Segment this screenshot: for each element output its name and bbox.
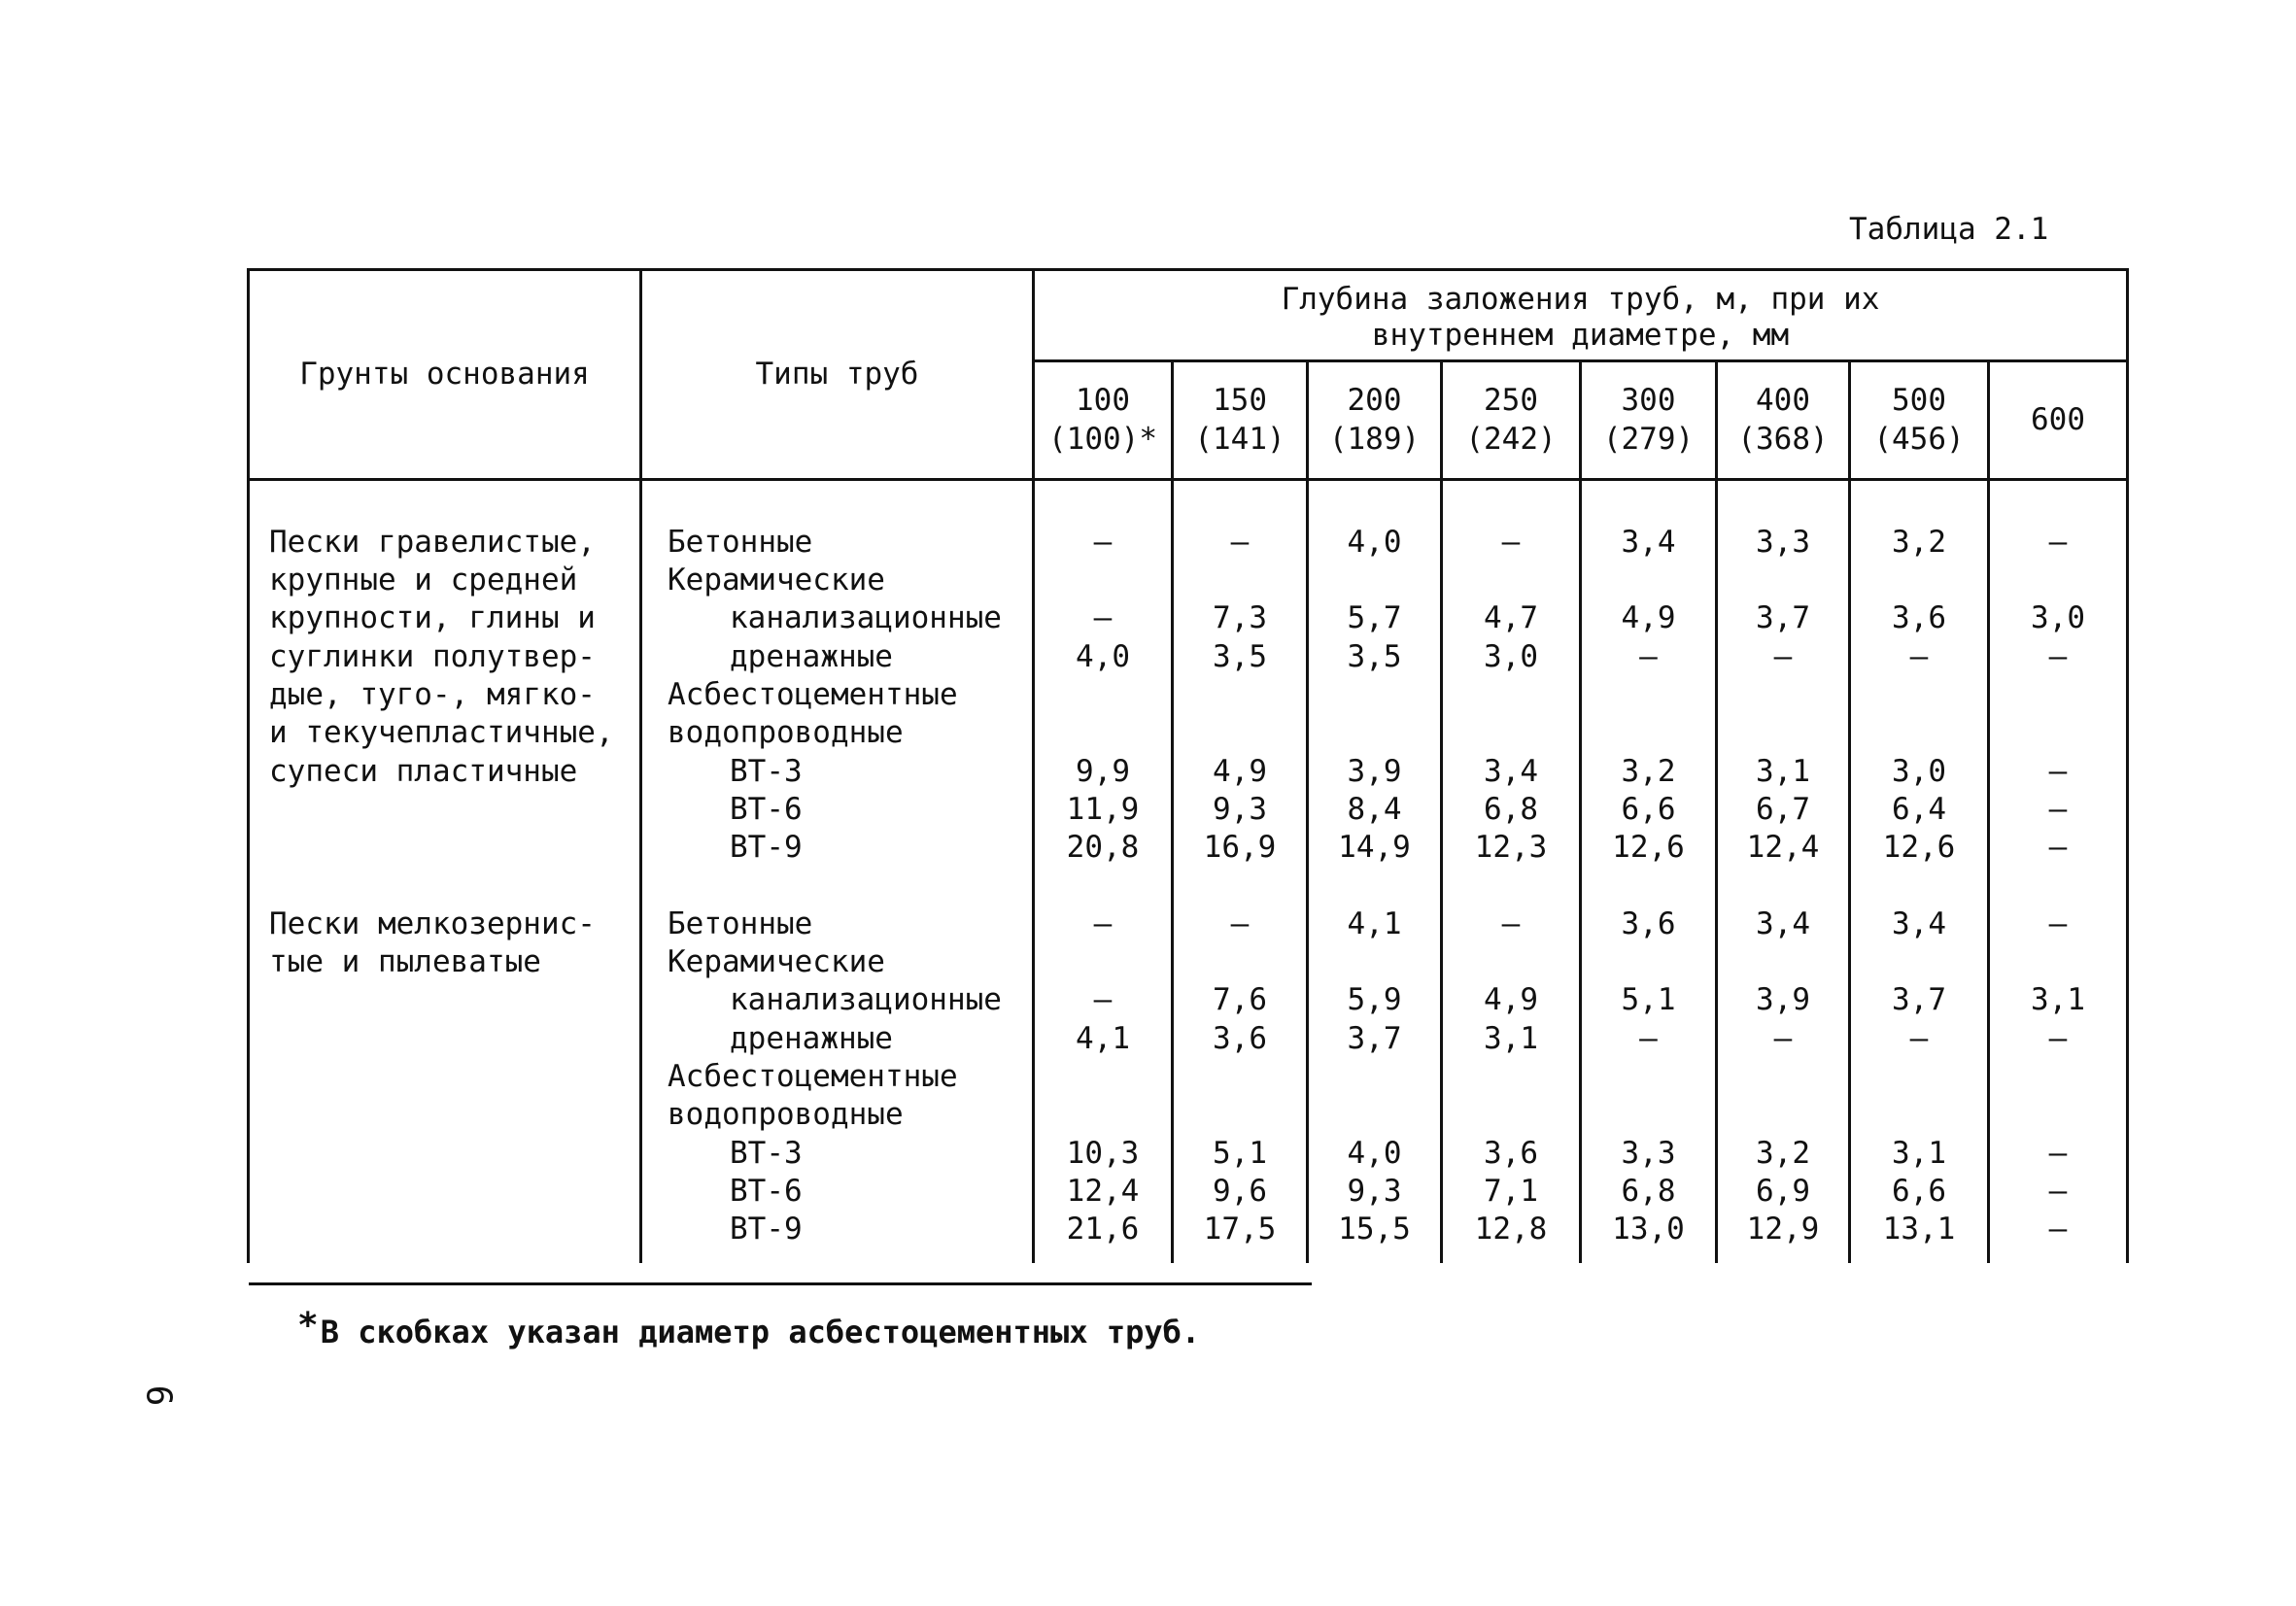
depth-value: 3,0: [2031, 600, 2086, 636]
depth-value: 3,2: [1892, 524, 1946, 560]
pipe-type-column: [641, 479, 1034, 1263]
soil-line: и текучепластичные,: [269, 715, 614, 751]
depth-value: 6,8: [1484, 791, 1538, 827]
header-diameter-600: [1989, 360, 2128, 479]
diameter-asbestos: (242): [1465, 422, 1557, 458]
depth-value: 9,3: [1213, 791, 1267, 827]
soil-line: Пески мелкозернис-: [269, 906, 596, 941]
diameter-nominal: 500: [1892, 383, 1946, 419]
depth-value: [1718, 714, 1848, 752]
depth-value: –: [1909, 1020, 1929, 1056]
depth-value: 6,6: [1621, 791, 1676, 827]
header-depth-line1: Глубина заложения труб, м, при их: [1281, 282, 1880, 318]
soil-line: крупности, глины и: [269, 600, 596, 636]
depth-value: –: [2048, 830, 2068, 866]
depth-value: [1990, 943, 2126, 981]
depth-value: [1718, 1096, 1848, 1134]
depth-value: [1851, 714, 1987, 752]
depth-value: 4,0: [1076, 638, 1130, 674]
depth-value: 3,2: [1621, 753, 1676, 789]
pipe-type-label: Бетонные: [668, 906, 813, 941]
values-column-150: [1173, 479, 1308, 1263]
soil-line: супеси пластичные: [269, 753, 578, 789]
depth-table: [247, 268, 2129, 1263]
depth-value: [1443, 1096, 1579, 1134]
diameter-asbestos: (100)*: [1048, 422, 1157, 458]
depth-value: [1035, 1096, 1171, 1134]
depth-value: 6,8: [1621, 1173, 1676, 1209]
depth-value: 4,0: [1347, 524, 1402, 560]
depth-value: –: [1093, 600, 1113, 636]
depth-value: –: [1639, 638, 1658, 674]
depth-value: 9,6: [1213, 1173, 1267, 1209]
depth-value: 6,6: [1892, 1173, 1946, 1209]
depth-value: –: [2048, 906, 2068, 941]
table-caption: Таблица 2.1: [1849, 212, 2049, 247]
footnote: [297, 1306, 1200, 1350]
depth-value: 7,6: [1213, 982, 1267, 1018]
depth-value: [1309, 943, 1440, 981]
header-pipe-types: Типы труб: [641, 270, 1034, 480]
depth-value: 3,7: [1756, 600, 1810, 636]
depth-value: 9,9: [1076, 753, 1130, 789]
depth-value: 5,9: [1347, 982, 1402, 1018]
values-column-500: [1850, 479, 1989, 1263]
depth-value: 4,9: [1621, 600, 1676, 636]
depth-value: 4,9: [1213, 753, 1267, 789]
depth-value: [1174, 1058, 1306, 1096]
diameter-asbestos: (456): [1873, 422, 1965, 458]
group-gap: [1582, 868, 1715, 906]
depth-value: 7,1: [1484, 1173, 1538, 1209]
depth-value: [1309, 562, 1440, 599]
depth-value: –: [1230, 524, 1250, 560]
depth-value: [1851, 1096, 1987, 1134]
depth-value: 3,3: [1621, 1135, 1676, 1171]
depth-value: [1035, 1058, 1171, 1096]
depth-value: [1174, 562, 1306, 599]
depth-value: –: [1501, 524, 1521, 560]
depth-value: 3,4: [1756, 906, 1810, 941]
depth-value: 3,9: [1347, 753, 1402, 789]
values-column-300: [1581, 479, 1717, 1263]
depth-value: 4,1: [1076, 1020, 1130, 1056]
depth-value: 6,4: [1892, 791, 1946, 827]
depth-value: 15,5: [1338, 1212, 1411, 1247]
depth-value: [1582, 943, 1715, 981]
depth-value: 3,1: [1484, 1020, 1538, 1056]
depth-value: 12,8: [1474, 1212, 1548, 1247]
depth-value: –: [1639, 1020, 1658, 1056]
depth-value: [1174, 714, 1306, 752]
depth-value: [1174, 943, 1306, 981]
depth-value: 21,6: [1066, 1212, 1140, 1247]
depth-value: 14,9: [1338, 830, 1411, 866]
diameter-nominal: 600: [2031, 402, 2086, 438]
page-number: 6: [138, 1384, 179, 1407]
depth-value: –: [1093, 906, 1113, 941]
depth-value: [1174, 1096, 1306, 1134]
depth-value: –: [1501, 906, 1521, 941]
depth-value: 4,0: [1347, 1135, 1402, 1171]
depth-value: [1309, 1096, 1440, 1134]
pipe-type-label: дренажные: [730, 638, 893, 674]
depth-value: 3,6: [1621, 906, 1676, 941]
depth-value: 4,7: [1484, 600, 1538, 636]
depth-value: 5,1: [1621, 982, 1676, 1018]
group-gap: [1035, 868, 1171, 906]
group-gap: [668, 868, 1032, 906]
depth-value: –: [1773, 638, 1793, 674]
depth-value: [1990, 562, 2126, 599]
depth-value: –: [2048, 524, 2068, 560]
pipe-type-label: ВТ-6: [730, 1173, 803, 1209]
diameter-nominal: 300: [1621, 383, 1676, 419]
depth-value: 3,7: [1892, 982, 1946, 1018]
pipe-type-label: Асбестоцементные: [668, 1059, 958, 1095]
pipe-type-label: канализационные: [730, 600, 1002, 636]
depth-value: [1851, 943, 1987, 981]
depth-value: 3,0: [1892, 753, 1946, 789]
soil-line: Пески гравелистые,: [269, 524, 596, 560]
soil-line: [269, 981, 639, 1019]
depth-value: [1851, 562, 1987, 599]
depth-value: 3,5: [1347, 638, 1402, 674]
depth-value: [1035, 714, 1171, 752]
diameter-asbestos: (368): [1737, 422, 1829, 458]
group-gap: [1851, 868, 1987, 906]
diameter-nominal: 400: [1756, 383, 1810, 419]
depth-value: [1990, 676, 2126, 714]
values-column-600: [1989, 479, 2128, 1263]
header-depth-line2: внутреннем диаметре, мм: [1371, 318, 1790, 354]
header-diameter-300: [1581, 360, 1717, 479]
depth-value: [1582, 714, 1715, 752]
pipe-type-label: канализационные: [730, 982, 1002, 1018]
depth-value: [1718, 1058, 1848, 1096]
soil-line: [269, 791, 639, 829]
diameter-nominal: 150: [1213, 383, 1267, 419]
soil-line: крупные и средней: [269, 563, 578, 598]
depth-value: –: [2048, 1020, 2068, 1056]
soil-line: [269, 1135, 639, 1173]
depth-value: 17,5: [1203, 1212, 1277, 1247]
depth-value: [1990, 1058, 2126, 1096]
soil-line: [269, 1058, 639, 1096]
depth-value: –: [1093, 982, 1113, 1018]
depth-value: –: [2048, 638, 2068, 674]
depth-value: –: [1773, 1020, 1793, 1056]
pipe-type-label: Керамические: [668, 563, 885, 598]
depth-value: 5,7: [1347, 600, 1402, 636]
values-column-400: [1717, 479, 1850, 1263]
footnote-mark: *: [297, 1306, 319, 1346]
pipe-type-label: ВТ-3: [730, 1135, 803, 1171]
depth-value: 16,9: [1203, 830, 1277, 866]
soil-line: [269, 829, 639, 867]
header-depth-span: [1034, 270, 2128, 361]
depth-value: –: [1909, 638, 1929, 674]
depth-value: [1990, 714, 2126, 752]
values-column-100: [1034, 479, 1173, 1263]
group-gap: [1718, 868, 1848, 906]
depth-value: 3,6: [1892, 600, 1946, 636]
depth-value: [1443, 1058, 1579, 1096]
depth-value: 9,3: [1347, 1173, 1402, 1209]
depth-value: [1582, 1096, 1715, 1134]
depth-value: [1309, 676, 1440, 714]
depth-value: 11,9: [1066, 791, 1140, 827]
group-gap: [1309, 868, 1440, 906]
soil-line: [269, 1173, 639, 1211]
depth-value: –: [1230, 906, 1250, 941]
depth-value: 5,1: [1213, 1135, 1267, 1171]
depth-value: [1035, 562, 1171, 599]
depth-value: 12,4: [1746, 830, 1820, 866]
depth-value: 13,1: [1882, 1212, 1956, 1247]
depth-value: [1443, 714, 1579, 752]
depth-value: 3,7: [1347, 1020, 1402, 1056]
depth-value: 3,6: [1213, 1020, 1267, 1056]
depth-value: –: [2048, 1135, 2068, 1171]
depth-value: 4,1: [1347, 906, 1402, 941]
depth-value: [1990, 1096, 2126, 1134]
depth-value: 12,9: [1746, 1212, 1820, 1247]
pipe-type-label: водопроводные: [668, 715, 904, 751]
depth-value: [1582, 1058, 1715, 1096]
depth-value: [1851, 1058, 1987, 1096]
depth-value: [1718, 562, 1848, 599]
depth-value: 8,4: [1347, 791, 1402, 827]
soil-line: суглинки полутвер-: [269, 638, 596, 674]
header-diameter-150: [1173, 360, 1308, 479]
pipe-type-label: водопроводные: [668, 1097, 904, 1133]
depth-value: [1851, 676, 1987, 714]
depth-value: 12,3: [1474, 830, 1548, 866]
group-gap: [269, 868, 639, 906]
depth-value: 3,3: [1756, 524, 1810, 560]
footnote-rule: [249, 1282, 1312, 1285]
depth-value: 3,1: [1756, 753, 1810, 789]
diameter-nominal: 100: [1076, 383, 1130, 419]
depth-value: 3,4: [1621, 524, 1676, 560]
soil-line: [269, 1211, 639, 1248]
depth-value: [1035, 676, 1171, 714]
pipe-type-label: Бетонные: [668, 524, 813, 560]
depth-value: 6,7: [1756, 791, 1810, 827]
depth-value: [1718, 676, 1848, 714]
depth-value: [1582, 676, 1715, 714]
depth-value: –: [1093, 524, 1113, 560]
values-column-200: [1308, 479, 1442, 1263]
pipe-type-label: ВТ-3: [730, 753, 803, 789]
soil-line: [269, 1096, 639, 1134]
group-gap: [1174, 868, 1306, 906]
diameter-asbestos: (279): [1602, 422, 1695, 458]
depth-value: [1443, 562, 1579, 599]
pipe-type-label: Асбестоцементные: [668, 677, 958, 713]
depth-value: –: [2048, 791, 2068, 827]
depth-value: [1309, 714, 1440, 752]
header-diameter-200: [1308, 360, 1442, 479]
diameter-asbestos: (141): [1194, 422, 1285, 458]
depth-value: 3,5: [1213, 638, 1267, 674]
depth-value: –: [2048, 753, 2068, 789]
depth-value: 7,3: [1213, 600, 1267, 636]
pipe-type-label: ВТ-9: [730, 1212, 803, 1247]
depth-value: [1035, 943, 1171, 981]
diameter-nominal: 250: [1484, 383, 1538, 419]
depth-value: –: [2048, 1212, 2068, 1247]
pipe-type-label: Керамические: [668, 944, 885, 980]
diameter-nominal: 200: [1347, 383, 1402, 419]
soil-line: дые, туго-, мягко-: [269, 677, 596, 713]
pipe-type-label: ВТ-9: [730, 830, 803, 866]
header-diameter-400: [1717, 360, 1850, 479]
values-column-250: [1442, 479, 1581, 1263]
depth-value: 12,4: [1066, 1173, 1140, 1209]
soil-line: [269, 1020, 639, 1058]
header-diameter-100: [1034, 360, 1173, 479]
soil-column: [249, 479, 641, 1263]
depth-value: 3,4: [1484, 753, 1538, 789]
depth-value: [1309, 1058, 1440, 1096]
depth-value: 20,8: [1066, 830, 1140, 866]
depth-value: 12,6: [1612, 830, 1685, 866]
depth-value: 3,6: [1484, 1135, 1538, 1171]
footnote-text: В скобках указан диаметр асбестоцементных труб.: [320, 1314, 1201, 1350]
group-gap: [1990, 868, 2126, 906]
depth-value: [1174, 676, 1306, 714]
pipe-type-label: ВТ-6: [730, 791, 803, 827]
depth-value: [1582, 562, 1715, 599]
diameter-asbestos: (189): [1328, 422, 1421, 458]
group-gap: [1443, 868, 1579, 906]
depth-value: 3,4: [1892, 906, 1946, 941]
depth-value: –: [2048, 1173, 2068, 1209]
depth-value: 3,1: [1892, 1135, 1946, 1171]
depth-value: 10,3: [1066, 1135, 1140, 1171]
depth-value: 3,2: [1756, 1135, 1810, 1171]
depth-value: 3,0: [1484, 638, 1538, 674]
depth-value: 6,9: [1756, 1173, 1810, 1209]
soil-line: тые и пылеватые: [269, 944, 541, 980]
pipe-type-label: дренажные: [730, 1020, 893, 1056]
depth-value: 13,0: [1612, 1212, 1685, 1247]
depth-value: 12,6: [1882, 830, 1956, 866]
depth-value: 4,9: [1484, 982, 1538, 1018]
depth-value: 3,1: [2031, 982, 2086, 1018]
depth-value: [1443, 943, 1579, 981]
header-diameter-250: [1442, 360, 1581, 479]
header-soil: Грунты основания: [249, 270, 641, 480]
depth-value: 3,9: [1756, 982, 1810, 1018]
header-diameter-500: [1850, 360, 1989, 479]
depth-value: [1718, 943, 1848, 981]
depth-value: [1443, 676, 1579, 714]
